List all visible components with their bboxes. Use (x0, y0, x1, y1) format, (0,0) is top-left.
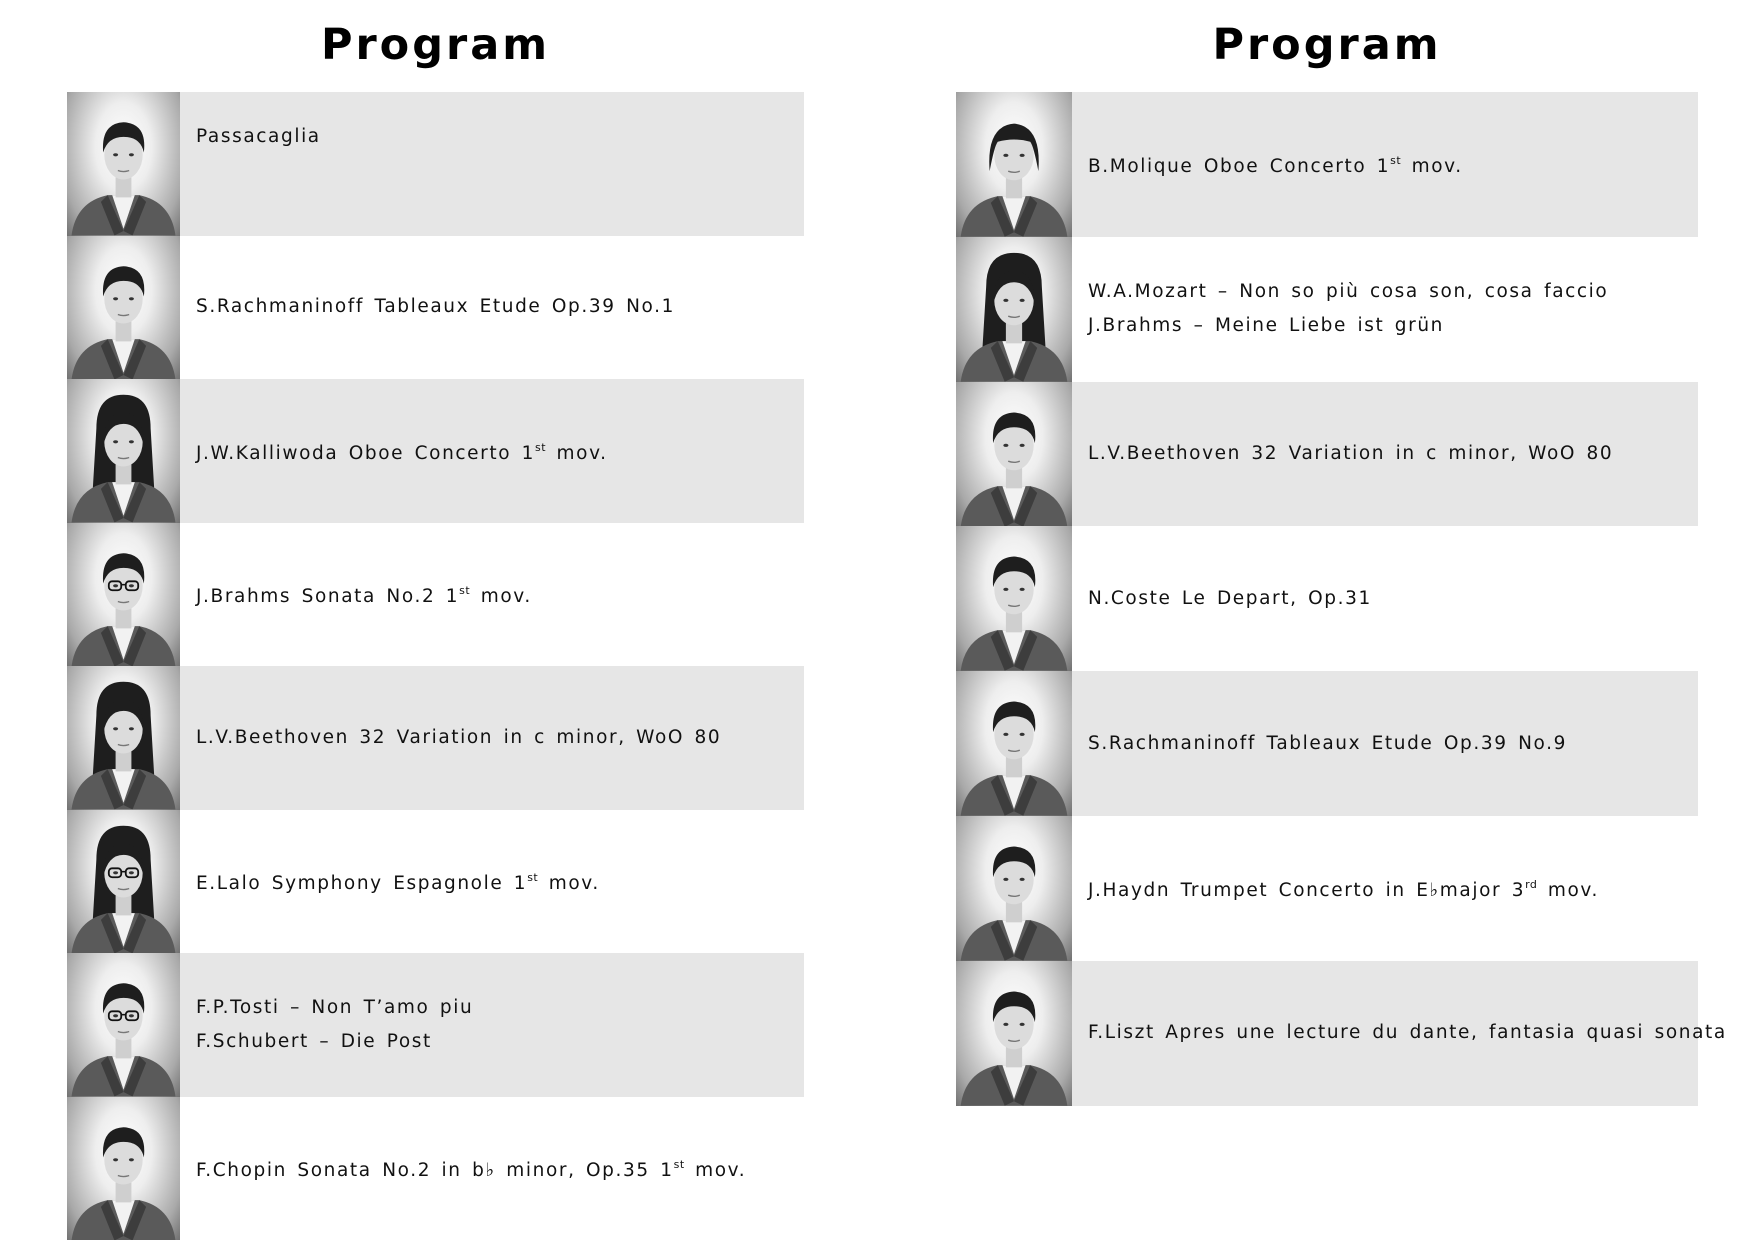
piece-title (196, 1148, 804, 1188)
performer-photo (67, 92, 180, 236)
piece-text: W.A.Mozart – Non so più cosa son, cosa faccio (1088, 281, 1609, 303)
program-piece (180, 92, 804, 236)
program-item (67, 666, 804, 810)
piece-text: J.Brahms Sonata No.2 1 (196, 586, 460, 608)
program-item (956, 816, 1698, 961)
performer-photo (956, 237, 1072, 382)
program-piece (1072, 671, 1698, 816)
piece-text: Passacaglia (196, 126, 321, 147)
piece-text: J.Haydn Trumpet Concerto in E♭major 3 (1088, 880, 1526, 902)
piece-text: F.Schubert – Die Post (196, 1030, 432, 1052)
piece-text: L.V.Beethoven 32 Variation in c minor, WoO 80 (196, 726, 722, 748)
program-item (67, 953, 804, 1097)
ordinal-suffix: st (527, 871, 539, 885)
performer-photo (67, 953, 180, 1097)
piece-title (1088, 309, 1698, 343)
program-piece (180, 379, 804, 523)
piece-text: F.P.Tosti – Non T’amo piu (196, 996, 474, 1018)
piece-text: N.Coste Le Depart, Op.31 (1088, 587, 1372, 609)
program-item (67, 92, 804, 236)
movement-label: mov. (470, 586, 532, 608)
piece-text: F.Chopin Sonata No.2 in b♭ minor, Op.35 1 (196, 1160, 674, 1182)
piece-text: B.Molique Oboe Concerto 1 (1088, 156, 1391, 178)
movement-label: mov. (684, 1160, 747, 1182)
program-item (67, 523, 804, 667)
ordinal-suffix: rd (1525, 878, 1538, 892)
piece-text: J.W.Kalliwoda Oboe Concerto 1 (196, 442, 535, 464)
program-item (956, 382, 1698, 527)
program-item (67, 236, 804, 380)
program-piece (1072, 961, 1727, 1106)
piece-text: F.Liszt Apres une lecture du dante, fantasia quasi sonata (1088, 1022, 1727, 1044)
program-list-right (956, 92, 1727, 1106)
piece-text: E.Lalo Symphony Espagnole 1 (196, 873, 528, 895)
movement-label: mov. (1401, 156, 1463, 178)
program-item (956, 237, 1698, 382)
performer-photo (67, 379, 180, 523)
program-list-left (67, 92, 804, 1240)
piece-text: S.Rachmaninoff Tableaux Etude Op.39 No.1 (196, 296, 675, 318)
performer-photo (956, 816, 1072, 961)
program-piece (1072, 526, 1698, 671)
performer-photo (956, 382, 1072, 527)
movement-label: mov. (546, 442, 608, 464)
piece-text: L.V.Beethoven 32 Variation in c minor, WoO 80 (1088, 442, 1614, 464)
program-piece (1072, 92, 1698, 237)
piece-title (1088, 437, 1698, 471)
piece-title (196, 290, 804, 324)
page-title-right: Program (1212, 20, 1442, 70)
movement-label: mov. (1537, 880, 1600, 902)
piece-text: S.Rachmaninoff Tableaux Etude Op.39 No.9 (1088, 732, 1567, 754)
performer-photo (67, 236, 180, 380)
performer-photo (67, 666, 180, 810)
program-item (67, 1097, 804, 1240)
program-piece (180, 236, 804, 380)
program-item (67, 379, 804, 523)
piece-title (196, 1025, 804, 1059)
page-title-left: Program (320, 20, 551, 70)
piece-title (196, 861, 804, 901)
piece-title (196, 721, 804, 755)
ordinal-suffix: st (535, 440, 547, 454)
program-item (956, 671, 1698, 816)
piece-title (1088, 582, 1698, 616)
program-piece (180, 523, 804, 667)
ordinal-suffix: st (1390, 154, 1402, 168)
program-piece (1072, 237, 1698, 382)
piece-title (1088, 1016, 1727, 1050)
performer-photo (67, 1097, 180, 1240)
piece-title (196, 431, 804, 471)
ordinal-suffix: st (673, 1158, 685, 1172)
program-piece (180, 666, 804, 810)
program-item (956, 961, 1727, 1106)
performer-photo (67, 810, 180, 954)
program-piece (1072, 382, 1698, 527)
performer-photo (956, 92, 1072, 237)
program-piece (180, 810, 804, 954)
piece-title (196, 991, 804, 1025)
program-item (956, 526, 1698, 671)
performer-photo (956, 526, 1072, 671)
program-piece (180, 1097, 804, 1240)
program-item (67, 810, 804, 954)
piece-title (196, 574, 804, 614)
performer-photo (956, 671, 1072, 816)
program-item (956, 92, 1698, 237)
piece-title (1088, 868, 1698, 908)
movement-label: mov. (538, 873, 600, 895)
piece-text: J.Brahms – Meine Liebe ist grün (1088, 315, 1444, 337)
piece-title (196, 120, 804, 154)
performer-photo (956, 961, 1072, 1106)
program-piece (180, 953, 804, 1097)
piece-title (1088, 144, 1698, 184)
program-piece (1072, 816, 1698, 961)
piece-title (1088, 275, 1698, 309)
piece-title (1088, 727, 1698, 761)
performer-photo (67, 523, 180, 667)
ordinal-suffix: st (459, 584, 471, 598)
